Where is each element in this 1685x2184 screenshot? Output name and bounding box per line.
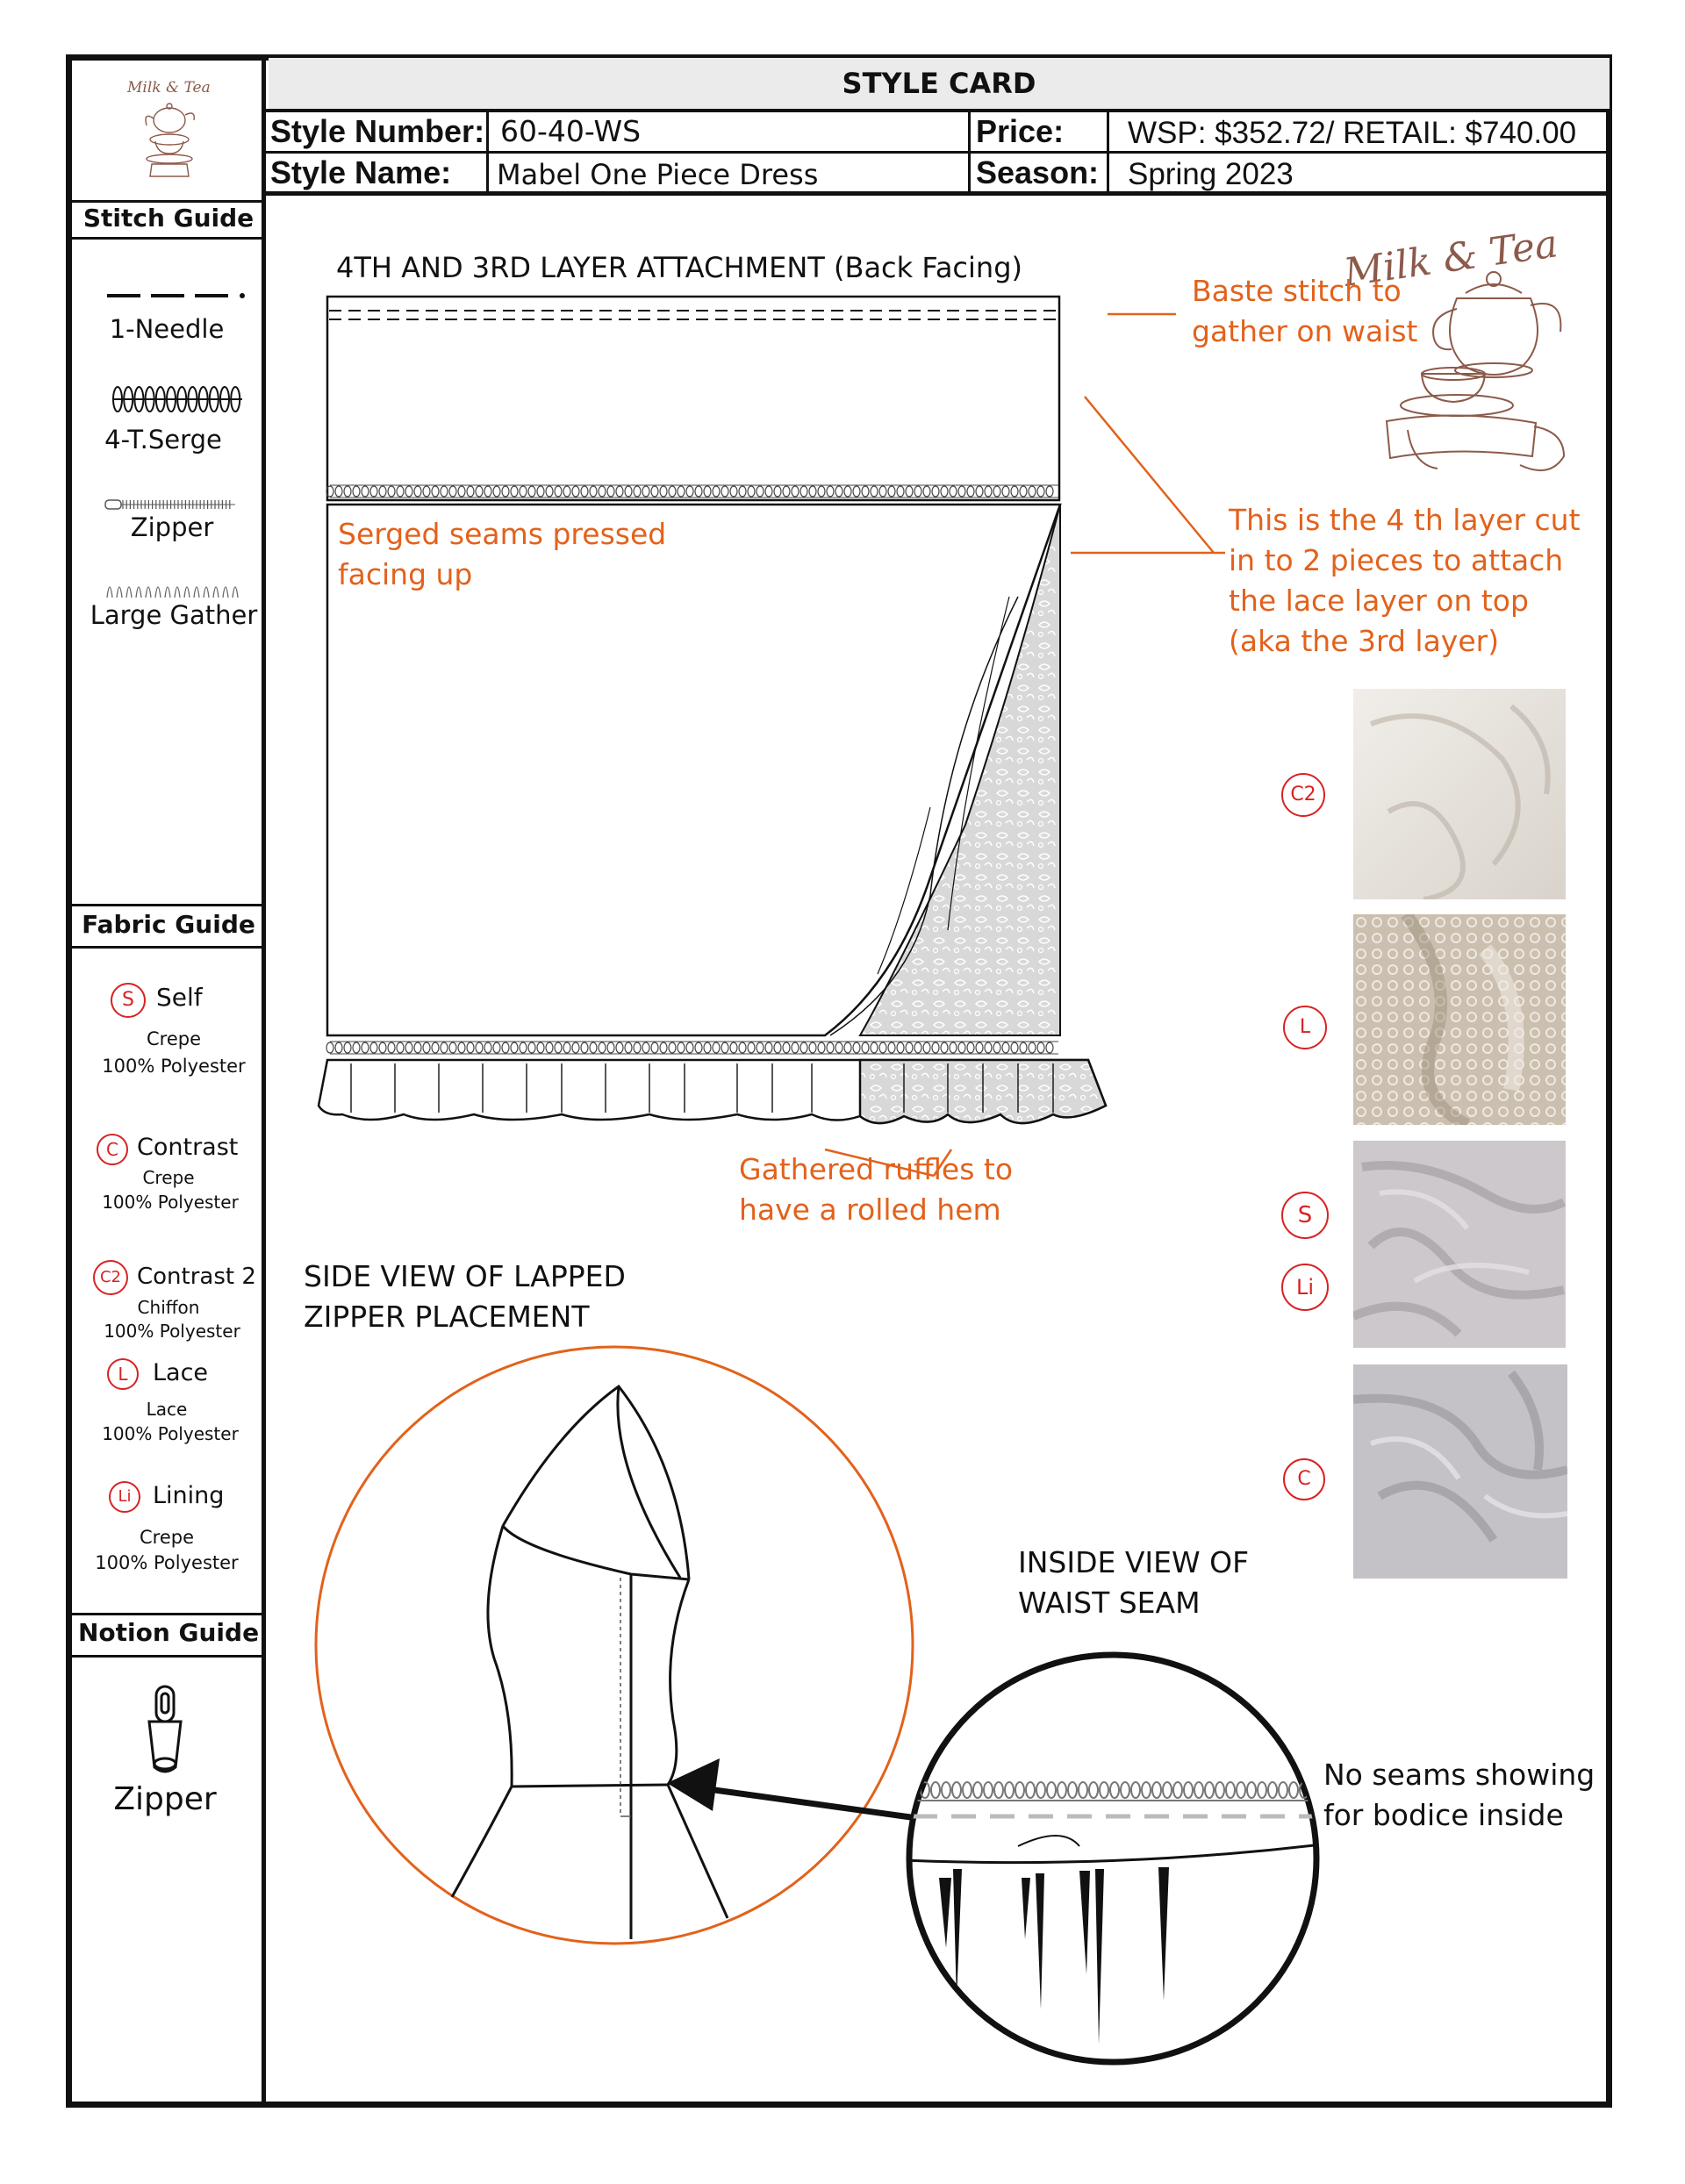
note-layer-line-2: in to 2 pieces to attach — [1229, 543, 1564, 577]
swatch-photo-l — [1353, 914, 1566, 1125]
waist-title-line-2: WAIST SEAM — [1018, 1586, 1201, 1620]
layer-attachment-title: 4TH AND 3RD LAYER ATTACHMENT (Back Facing) — [336, 251, 1022, 284]
note-no-seams — [1323, 1755, 1595, 1836]
style-number-value: 60-40-WS — [500, 114, 642, 148]
swatch-photo-c2 — [1353, 689, 1566, 899]
fabric-badge-contrast: C — [97, 1134, 128, 1165]
note-serged-line-1: Serged seams pressed — [338, 517, 667, 551]
waist-seam-title — [1018, 1543, 1249, 1623]
swatch-badge-c2: C2 — [1281, 773, 1325, 817]
fabric-content-contrast: 100% Polyester — [102, 1192, 239, 1213]
notion-guide-title: Notion Guide — [77, 1618, 260, 1647]
stitch-guide-title: Stitch Guide — [82, 204, 255, 233]
note-layer-line-4: (aka the 3rd layer) — [1229, 624, 1500, 658]
fabric-content-lace: 100% Polyester — [102, 1423, 239, 1444]
note-seams-line-2: for bodice inside — [1323, 1798, 1564, 1832]
swatch-photo-s-li — [1353, 1141, 1566, 1348]
stitch-label-serge: 4-T.Serge — [104, 425, 222, 455]
price-value: WSP: $352.72/ RETAIL: $740.00 — [1128, 116, 1577, 150]
stitch-label-large-gather: Large Gather — [90, 600, 258, 630]
fabric-badge-lace: L — [107, 1358, 139, 1390]
fabric-type-contrast: Crepe — [142, 1167, 195, 1188]
swatch-badge-c: C — [1283, 1458, 1325, 1500]
note-ruffles-line-2: have a rolled hem — [739, 1192, 1001, 1227]
fabric-content-self: 100% Polyester — [102, 1056, 246, 1077]
fabric-name-lining: Lining — [153, 1482, 225, 1509]
fabric-type-self: Crepe — [146, 1028, 201, 1049]
stitch-label-1-needle: 1-Needle — [109, 314, 225, 344]
waist-seam-diagram — [904, 1650, 1322, 2067]
swatch-badge-li: Li — [1281, 1264, 1329, 1311]
note-layer-line-3: the lace layer on top — [1229, 584, 1529, 618]
stitch-label-zipper: Zipper — [130, 512, 214, 542]
fabric-content-lining: 100% Polyester — [95, 1552, 239, 1573]
note-layer-line-1: This is the 4 th layer cut — [1229, 503, 1581, 537]
swatch-badge-l: L — [1283, 1006, 1327, 1049]
price-label: Price: — [976, 113, 1065, 149]
swatch-badge-s: S — [1281, 1192, 1329, 1239]
style-card-title: STYLE CARD — [269, 58, 1610, 109]
style-number-label: Style Number: — [270, 113, 485, 149]
logo-text-small: Milk & Tea — [127, 79, 211, 97]
fabric-type-lace: Lace — [146, 1399, 188, 1420]
fabric-badge-lining: Li — [109, 1481, 140, 1513]
style-name-label: Style Name: — [270, 154, 452, 190]
fabric-name-lace: Lace — [153, 1359, 209, 1386]
fabric-type-contrast-2: Chiffon — [137, 1297, 200, 1318]
fabric-badge-contrast-2: C2 — [93, 1260, 128, 1295]
fabric-guide-title: Fabric Guide — [82, 910, 255, 939]
note-ruffles-line-1: Gathered ruffles to — [739, 1152, 1014, 1186]
note-baste-line-2: gather on waist — [1192, 314, 1418, 348]
notion-label-zipper: Zipper — [113, 1781, 217, 1817]
fabric-name-self: Self — [156, 983, 203, 1012]
note-seams-line-1: No seams showing — [1323, 1758, 1595, 1792]
note-baste-line-1: Baste stitch to — [1192, 274, 1402, 308]
fabric-name-contrast-2: Contrast 2 — [137, 1264, 256, 1290]
swatch-photo-c — [1353, 1364, 1567, 1579]
waist-title-line-1: INSIDE VIEW OF — [1018, 1545, 1250, 1579]
season-value: Spring 2023 — [1128, 157, 1294, 191]
fabric-type-lining: Crepe — [139, 1527, 194, 1548]
zipper-title-line-2: ZIPPER PLACEMENT — [304, 1300, 590, 1334]
logo-text-large: Milk & Tea — [1341, 221, 1561, 296]
season-label: Season: — [976, 154, 1100, 190]
style-name-value: Mabel One Piece Dress — [497, 158, 819, 191]
fabric-content-contrast-2: 100% Polyester — [104, 1321, 240, 1342]
note-serged-line-2: facing up — [338, 557, 473, 591]
zipper-title-line-1: SIDE VIEW OF LAPPED — [304, 1259, 626, 1293]
fabric-badge-self: S — [111, 983, 146, 1018]
fabric-name-contrast: Contrast — [137, 1134, 239, 1161]
